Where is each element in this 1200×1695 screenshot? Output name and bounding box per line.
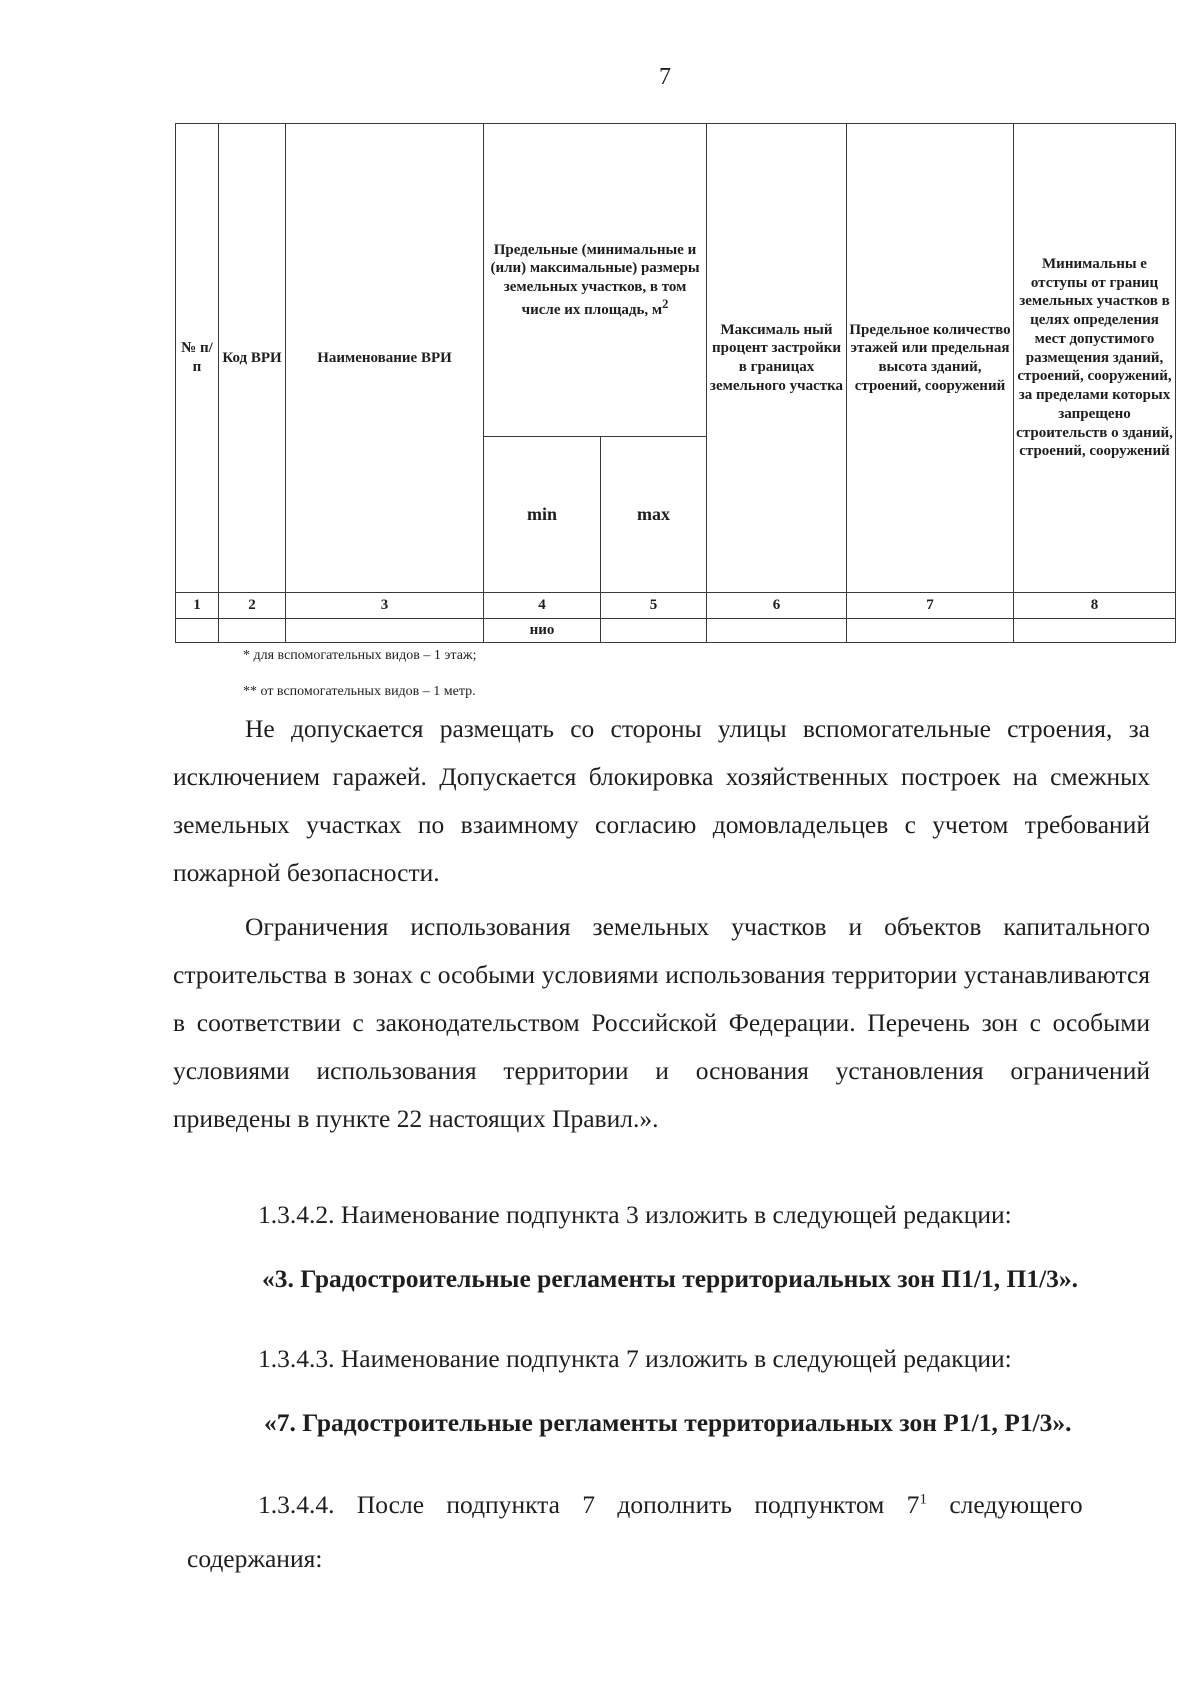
footnote-floors: * для вспомогательных видов – 1 этаж; [243, 648, 477, 663]
table-cell [601, 619, 707, 643]
col-number-3: 3 [286, 593, 484, 619]
paragraph-restrictions [173, 903, 1150, 1143]
table-cell [1014, 619, 1176, 643]
col-number-4: 4 [484, 593, 601, 619]
heading-subsection-3: «3. Градостроительные регламенты территориальных зон П1/1, П1/3». [262, 1264, 1079, 1293]
item-1-3-4-4-text: 1.3.4.4. После подпункта 7 дополнить подпунктом 7 [258, 1490, 920, 1519]
header-name: Наименование ВРИ [286, 124, 484, 593]
item-1-3-4-2: 1.3.4.2. Наименование подпункта 3 изложить в следующей редакции: [258, 1200, 1012, 1229]
item-1-3-4-4-continuation: содержания: [187, 1544, 323, 1573]
header-plot-sizes [484, 124, 707, 437]
header-plot-sizes-text: Предельные (минимальные и (или) максимальные) размеры земельных участков, в том числе их площадь, м [490, 241, 700, 318]
col-number-7: 7 [847, 593, 1014, 619]
header-number: № п/п [176, 124, 219, 593]
col-number-8: 8 [1014, 593, 1176, 619]
column-numbers-row [176, 593, 1176, 619]
item-1-3-4-4-sup: 1 [919, 1491, 927, 1508]
col-number-2: 2 [219, 593, 286, 619]
header-code: Код ВРИ [219, 124, 286, 593]
heading-subsection-7: «7. Градостроительные регламенты территориальных зон Р1/1, Р1/3». [264, 1408, 1072, 1437]
table-cell: нио [484, 619, 601, 643]
header-max-percent: Максималь ный процент застройки в границах земельного участка [707, 124, 847, 593]
item-1-3-4-4-tail: следующего [926, 1490, 1083, 1519]
table-cell [707, 619, 847, 643]
regulations-table [175, 123, 1176, 643]
table-row [176, 619, 1176, 643]
header-min: min [484, 437, 601, 593]
table-cell [219, 619, 286, 643]
page-number: 7 [659, 64, 671, 90]
paragraph-outbuildings-text: Не допускается размещать со стороны улицы вспомогательные строения, за исключением гаражей. Допускается блокировка хозяйственных построек на смежных земельных участках по взаимному согласию домовладельцев с учетом требований пожарной безопасности. [173, 714, 1150, 887]
item-1-3-4-3: 1.3.4.3. Наименование подпункта 7 изложить в следующей редакции: [258, 1344, 1012, 1373]
footnote-setback: ** от вспомогательных видов – 1 метр. [243, 684, 476, 699]
col-number-6: 6 [707, 593, 847, 619]
paragraph-outbuildings [173, 705, 1150, 897]
table-cell [286, 619, 484, 643]
header-max: max [601, 437, 707, 593]
header-floors: Предельное количество этажей или предельная высота зданий, строений, сооружений [847, 124, 1014, 593]
table-cell [847, 619, 1014, 643]
col-number-5: 5 [601, 593, 707, 619]
header-setbacks: Минимальны е отступы от границ земельных участков в целях определения мест допустимого размещения зданий, строений, сооружений, за пределами которых запрещено строительств о зданий, строений, сооружений [1014, 124, 1176, 593]
paragraph-restrictions-text: Ограничения использования земельных участков и объектов капитального строительства в зонах с особыми условиями использования территории устанавливаются в соответствии с законодательством Российской Федерации. Перечень зон с особыми условиями использования территории и основания установления ограничений приведены в пункте 22 настоящих Правил.». [173, 912, 1150, 1133]
item-1-3-4-4 [258, 1490, 1083, 1520]
header-plot-sizes-sup: 2 [662, 296, 669, 311]
col-number-1: 1 [176, 593, 219, 619]
table-cell [176, 619, 219, 643]
